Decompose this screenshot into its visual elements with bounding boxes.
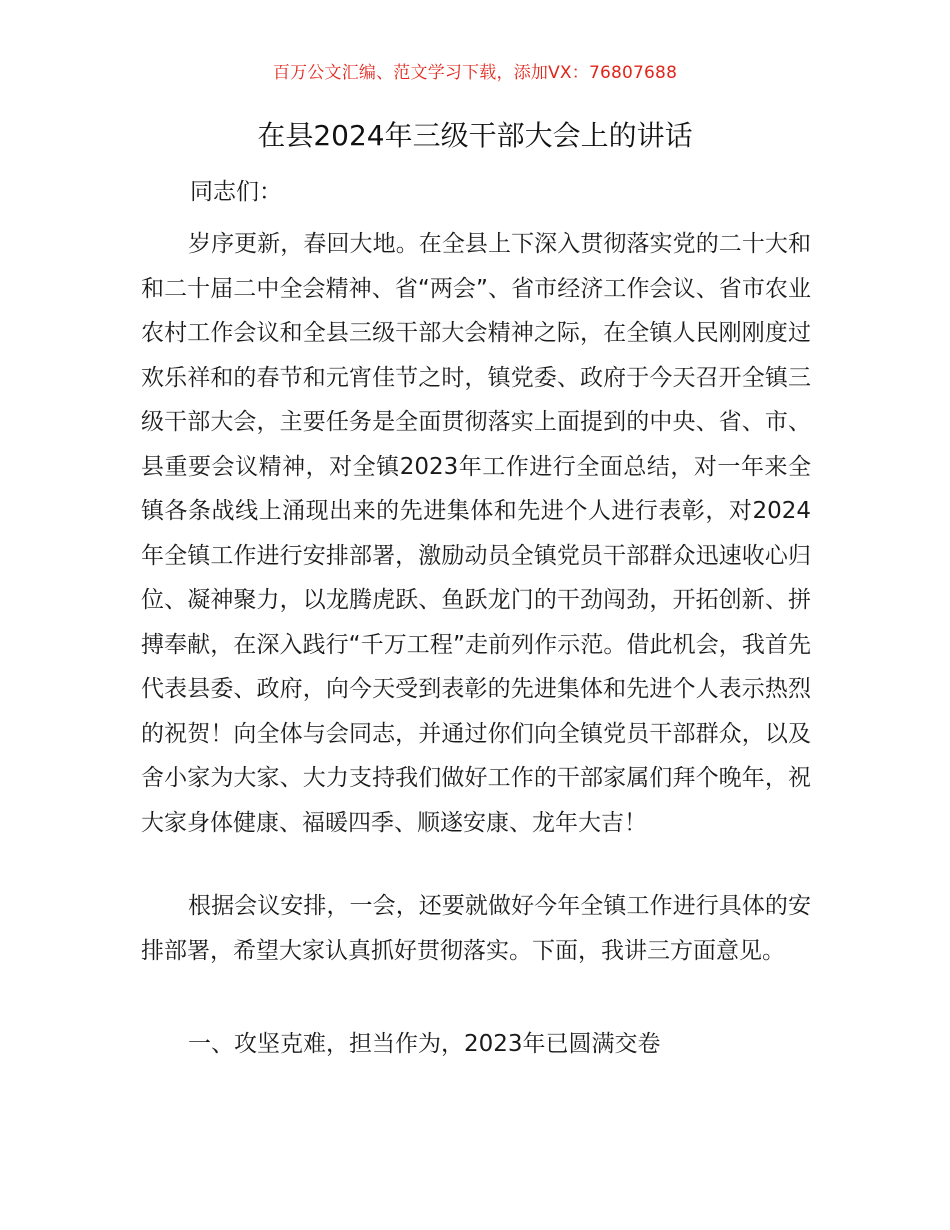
salutation: 同志们： xyxy=(190,179,282,205)
paragraph-2: 根据会议安排，一会，还要就做好今年全镇工作进行具体的安排部署，希望大家认真抓好贯彻落实。下面，我讲三方面意见。 xyxy=(141,893,811,964)
section-heading: 一、攻坚克难，担当作为，2023年已圆满交卷 xyxy=(188,1031,661,1057)
header-note: 百万公文汇编、范文学习下载，添加VX：76807688 xyxy=(272,63,678,83)
paragraph-1: 岁序更新，春回大地。在全县上下深入贯彻落实党的二十大和和二十届二中全会精神、省“两会”、省市经济工作会议、省市农业农村工作会议和全县三级干部大会精神之际，在全镇人民刚刚度过欢乐祥和的春节和元宵佳节之时，镇党委、政府于今天召开全镇三级干部大会，主要任务是全面贯彻落实上面提到的中央、省、市、县重要会议精神，对全镇2023年工作进行全面总结，对一年来全镇各条战线上涌现出来的先进集体和先进个人进行表彰，对2024年全镇工作进行安排部署，激励动员全镇党员干部群众迅速收心归位、凝神聚力，以龙腾虎跃、鱼跃龙门的干劲闯劲，开拓创新、拼搏奉献，在深入践行“千万工程”走前列作示范。借此机会，我首先代表县委、政府，向今天受到表彰的先进集体和先进个人表示热烈的祝贺！向全体与会同志，并通过你们向全镇党员干部群众，以及舍小家为大家、大力支持我们做好工作的干部家属们拜个晚年，祝大家身体健康、福暖四季、顺遂安康、龙年大吉！ xyxy=(141,231,811,836)
page-title: 在县2024年三级干部大会上的讲话 xyxy=(257,119,693,152)
